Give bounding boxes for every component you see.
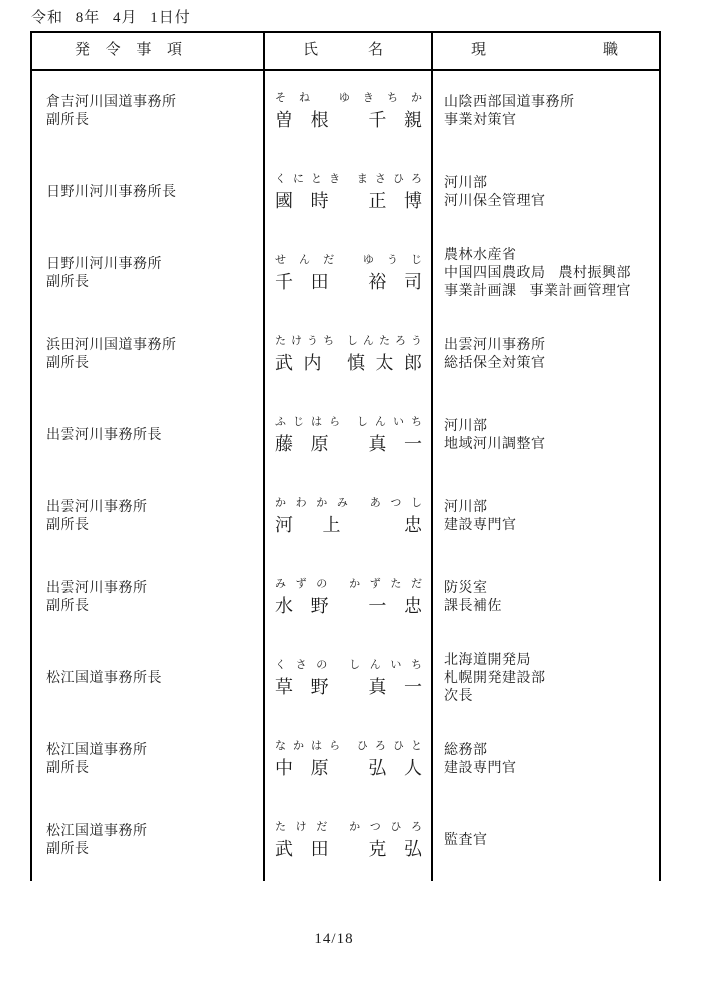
current-position-cell [433,152,659,233]
text-line: 北海道開発局 [444,652,531,668]
text-line: 出雲河川事務所 [444,337,546,353]
name-cell [265,638,433,719]
name-furigana: くさの しんいち [275,659,422,671]
text-line: 次長 [444,688,473,704]
text-line: 事業対策官 [444,112,517,128]
name-cell [265,233,433,314]
text-line: 副所長 [46,760,90,776]
appointment-cell [32,719,265,800]
current-position-cell [433,476,659,557]
appointment-cell [32,71,265,152]
header-cell-current-position [433,33,659,69]
name-furigana: みずの かずただ [275,578,422,590]
name-furigana: そね ゆきちか [275,92,422,104]
current-position-cell [433,638,659,719]
table-row [32,557,659,638]
text-line: 総務部 [444,742,488,758]
name-kanji: 千田 裕司 [275,272,422,292]
name-kanji: 國時 正博 [275,191,422,211]
text-line: 副所長 [46,517,90,533]
text-line: 監査官 [444,832,488,848]
name-furigana: ふじはら しんいち [275,416,422,428]
text-line: 総括保全対策官 [444,355,546,371]
text-line: 河川部 [444,175,488,191]
text-line: 浜田河川国道事務所 [46,337,177,353]
name-cell [265,719,433,800]
current-position-cell [433,800,659,881]
text-line: 日野川河川事務所 [46,256,162,272]
text-line: 河川保全管理官 [444,193,546,209]
text-line: 河川部 [444,418,488,434]
current-position-cell [433,395,659,476]
text-line: 松江国道事務所 [46,742,148,758]
name-cell [265,314,433,395]
table-row [32,71,659,152]
text-line: 日野川河川事務所長 [46,184,177,200]
name-cell [265,71,433,152]
name-kanji: 水野 一忠 [275,596,422,616]
current-position-cell [433,719,659,800]
text-line: 建設専門官 [444,760,517,776]
name-cell [265,395,433,476]
text-line: 河川部 [444,499,488,515]
name-kanji: 中原 弘人 [275,758,422,778]
text-line: 建設専門官 [444,517,517,533]
name-furigana: なかはら ひろひと [275,740,422,752]
table-row [32,476,659,557]
text-line: 松江国道事務所 [46,823,148,839]
text-line: 倉吉河川国道事務所 [46,94,177,110]
text-line: 防災室 [444,580,488,596]
header-name-label: 氏名 [303,42,383,58]
name-furigana: たけだ かつひろ [275,821,422,833]
header-cell-appointment [32,33,265,69]
name-furigana: せんだ ゆうじ [275,254,422,266]
table-row [32,233,659,314]
name-kanji: 曽根 千親 [275,110,422,130]
current-position-cell [433,557,659,638]
name-kanji: 藤原 真一 [275,434,422,454]
text-line: 副所長 [46,112,90,128]
page-number: 14/18 [314,931,354,947]
current-position-cell [433,71,659,152]
text-line: 地域河川調整官 [444,436,546,452]
header-cell-name [265,33,433,69]
appointment-cell [32,395,265,476]
personnel-table [30,31,661,881]
text-line: 中国四国農政局 農村振興部 [444,265,631,281]
name-cell [265,800,433,881]
text-line: 松江国道事務所長 [46,670,162,686]
text-line: 課長補佐 [444,598,502,614]
appointment-cell [32,800,265,881]
table-row [32,638,659,719]
appointment-cell [32,476,265,557]
name-kanji: 河上 忠 [275,515,422,535]
text-line: 出雲河川事務所 [46,580,148,596]
text-line: 副所長 [46,841,90,857]
appointment-cell [32,557,265,638]
table-row [32,314,659,395]
text-line: 札幌開発建設部 [444,670,546,686]
table-row [32,395,659,476]
table-header-row [30,31,661,71]
table-row [32,152,659,233]
name-cell [265,557,433,638]
header-current-position-label: 現職 [471,42,618,58]
name-kanji: 武内 慎太郎 [275,353,422,373]
effective-date: 令和 8年 4月 1日付 [31,10,191,26]
appointment-cell [32,233,265,314]
text-line: 出雲河川事務所 [46,499,148,515]
table-row [32,719,659,800]
name-furigana: かわかみ あつし [275,497,422,509]
text-line: 農林水産省 [444,247,517,263]
text-line: 出雲河川事務所長 [46,427,162,443]
text-line: 副所長 [46,274,90,290]
name-cell [265,476,433,557]
name-furigana: くにとき まさひろ [275,173,422,185]
name-kanji: 武田 克弘 [275,839,422,859]
appointment-cell [32,152,265,233]
text-line: 事業計画課 事業計画管理官 [444,283,631,299]
table-body [30,71,661,881]
text-line: 副所長 [46,598,90,614]
text-line: 副所長 [46,355,90,371]
name-kanji: 草野 真一 [275,677,422,697]
current-position-cell [433,314,659,395]
current-position-cell [433,233,659,314]
name-furigana: たけうち しんたろう [275,335,422,347]
appointment-cell [32,638,265,719]
table-row [32,800,659,881]
text-line: 山陰西部国道事務所 [444,94,575,110]
name-cell [265,152,433,233]
appointment-cell [32,314,265,395]
header-appointment-label: 発令事項 [75,42,182,58]
